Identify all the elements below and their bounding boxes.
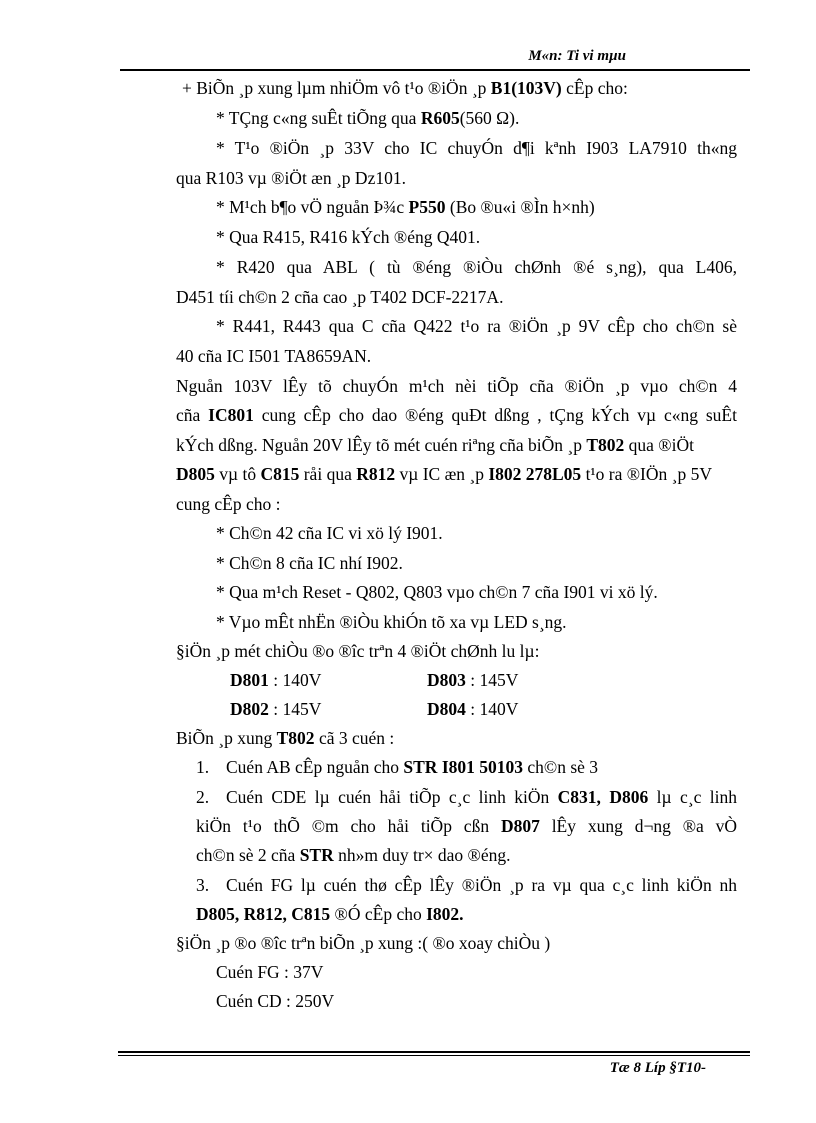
page-footer: Tæ 8 Líp §T10-	[609, 1060, 706, 1076]
text: lÊy xung d¬ng ®a vÒ	[539, 816, 738, 836]
line-20v-source	[176, 434, 737, 456]
text: * M¹ch b¶o vÖ nguån Þ¾c	[216, 197, 409, 217]
text: Cuén CDE lµ cuén håi tiÕp c¸c linh kiÖn	[226, 787, 558, 807]
list-number-3: 3.	[196, 875, 210, 895]
text-bold: IC801	[208, 405, 254, 425]
header-rule	[120, 69, 750, 71]
text: vµ IC æn ¸p	[395, 464, 489, 484]
text-bold: I802.	[426, 904, 464, 924]
footer-rule-thin	[118, 1055, 750, 1056]
footer-rule-thick	[118, 1051, 750, 1053]
line-b1-intro	[182, 77, 628, 99]
diode-d804	[427, 698, 518, 720]
text: : 140V	[465, 699, 519, 719]
text-bold: T802	[586, 435, 625, 455]
line-coil-cd-voltage: Cuén CD : 250V	[216, 991, 335, 1011]
text: (Bo ®u«i ®Ìn h×nh)	[445, 197, 595, 217]
text: BiÕn ¸p xung	[176, 728, 277, 748]
line-d805	[176, 463, 712, 485]
line-remote: * Vµo mÊt nhËn ®iÒu khiÓn tõ xa vµ LED s¸ng.	[216, 612, 567, 632]
line-r605	[216, 107, 519, 129]
text: ch©n sè 2 cña	[196, 845, 300, 865]
line-pin42: * Ch©n 42 cña IC vi xö lý I901.	[216, 523, 443, 543]
text: cung cÊp cho dao ®éng quÐt dßng , tÇng kÝch vµ c«ng suÊt	[253, 405, 737, 425]
text: : 140V	[268, 670, 322, 690]
line-pin8: * Ch©n 8 cña IC nhí I902.	[216, 553, 403, 573]
page-header-subject: M«n: Ti vi mµu	[528, 48, 626, 64]
text-bold: D807	[500, 816, 540, 836]
line-r420: * R420 qua ABL ( tù ®éng ®iÒu chØnh ®é s¸ng), qua L406,	[216, 257, 737, 277]
line-d451: D451 tíi ch©n 2 cña cao ¸p T402 DCF-2217A.	[176, 287, 504, 307]
text: t¹o ra ®IÖn ¸p 5V	[581, 464, 712, 484]
diode-d801	[230, 669, 321, 691]
text: vµ tô	[214, 464, 261, 484]
text-bold: D805, R812, C815	[196, 904, 331, 924]
text: cã 3 cuén :	[314, 728, 395, 748]
text-bold: D805	[176, 464, 215, 484]
line-coil-cde	[226, 786, 737, 808]
line-r415: * Qua R415, R416 kÝch ®éng Q401.	[216, 227, 481, 247]
text: * TÇng c«ng suÊt tiÕng qua	[216, 108, 421, 128]
text: Cuén AB cÊp nguån cho	[226, 757, 404, 777]
line-supply: cung cÊp cho :	[176, 494, 281, 514]
line-33v: * T¹o ®iÖn ¸p 33V cho IC chuyÓn d¶i kªnh I903 LA7910 th«ng	[216, 138, 737, 158]
list-number-1: 1.	[196, 757, 210, 777]
text: kiÖn t¹o thÕ ©m cho håi tiÕp cßn	[196, 816, 501, 836]
line-coil-ab	[226, 756, 598, 778]
text-bold: R812	[356, 464, 396, 484]
text: kÝch dßng. Nguån 20V lÊy tõ mét cuén riªng cña biÕn ¸p	[176, 435, 587, 455]
line-ic801	[176, 404, 737, 426]
line-ic-i501: 40 cña IC I501 TA8659AN.	[176, 346, 372, 366]
text-bold: C815	[260, 464, 300, 484]
text-bold: STR I801 50103	[403, 757, 524, 777]
text: ch©n sè 3	[523, 757, 599, 777]
text: + BiÕn ¸p xung lµm nhiÖm vô t¹o ®iÖn ¸p	[182, 78, 491, 98]
text: råi qua	[299, 464, 357, 484]
text: (560 Ω).	[459, 108, 520, 128]
list-number-2: 2.	[196, 787, 210, 807]
line-p550	[216, 196, 595, 218]
text-bold: D803	[427, 670, 466, 690]
text-bold: R605	[420, 108, 460, 128]
text-bold: P550	[408, 197, 446, 217]
text: qua ®iÖt	[624, 435, 694, 455]
text-bold: C831, D806	[557, 787, 649, 807]
text-bold: D801	[230, 670, 269, 690]
diode-d802	[230, 698, 321, 720]
text-bold: STR	[299, 845, 334, 865]
text-bold: I802 278L05	[488, 464, 582, 484]
text: : 145V	[268, 699, 322, 719]
line-coil-cde-3	[196, 844, 511, 866]
text: lµ c¸c linh	[648, 787, 737, 807]
text: cña	[176, 405, 209, 425]
line-coil-cde-2	[196, 815, 737, 837]
text-bold: T802	[276, 728, 315, 748]
line-coil-fg: Cuén FG lµ cuén thø cÊp lÊy ®iÖn ¸p ra vµ qua c¸c linh kiÖn nh	[226, 875, 737, 895]
text: nh»m duy tr× dao ®éng.	[333, 845, 511, 865]
line-reset: * Qua m¹ch Reset - Q802, Q803 vµo ch©n 7 cña I901 vi xö lý.	[216, 582, 658, 602]
line-ac-measure: §iÖn ¸p ®o ®îc trªn biÕn ¸p xung :( ®o xoay chiÒu )	[176, 933, 551, 953]
text: cÊp cho:	[561, 78, 628, 98]
line-coil-fg-voltage: Cuén FG : 37V	[216, 962, 324, 982]
text-bold: D804	[427, 699, 466, 719]
text: ®Ó cÊp cho	[330, 904, 427, 924]
line-103v-source: Nguån 103V lÊy tõ chuyÓn m¹ch nèi tiÕp cña ®iÖn ¸p vµo ch©n 4	[176, 376, 737, 396]
line-t802	[176, 727, 394, 749]
text-bold: B1(103V)	[490, 78, 562, 98]
line-coil-fg-2	[196, 903, 464, 925]
text-bold: D802	[230, 699, 269, 719]
line-r103: qua R103 vµ ®iÖt æn ¸p Dz101.	[176, 168, 406, 188]
line-dc-measure: §iÖn ¸p mét chiÒu ®o ®îc trªn 4 ®iÖt chØnh lu lµ:	[176, 641, 540, 661]
line-r441: * R441, R443 qua C cña Q422 t¹o ra ®iÖn ¸p 9V cÊp cho ch©n sè	[216, 316, 737, 336]
text: : 145V	[465, 670, 519, 690]
diode-d803	[427, 669, 518, 691]
